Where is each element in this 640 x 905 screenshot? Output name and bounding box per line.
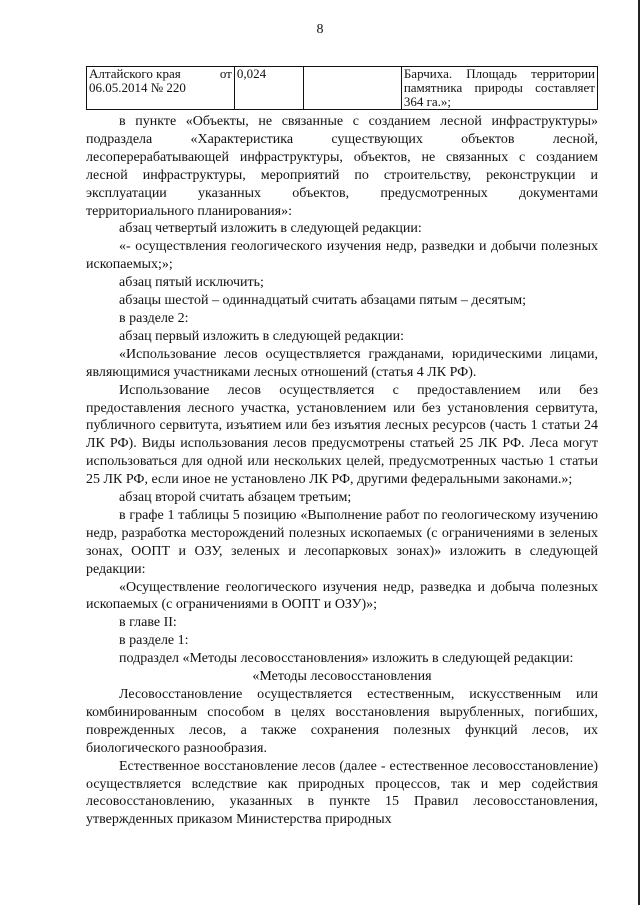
paragraph: в графе 1 таблицы 5 позицию «Выполнение работ по геологическому изучению недр, разработка месторождений полезных ископаемых (с ограничениями в зеленых зонах, ООПТ и ОЗУ, зеленых и лесопарковых зонах)» изложить в следующей редакции: [86, 507, 598, 577]
paragraph: абзац первый изложить в следующей редакции: [119, 328, 405, 344]
paragraph: в разделе 2: [119, 310, 189, 326]
paragraph: «- осуществления геологического изучения недр, разведки и добычи полезных ископаемых;»; [86, 239, 598, 273]
paragraph: Лесовосстановление осуществляется естественным, искусственным или комбинированным способом в целях восстановления вырубленных, погибших, поврежденных лесов, а также сохранения полезных функций лесов, их биологического разнообразия. [86, 687, 598, 756]
paragraph: абзац пятый исключить; [119, 275, 264, 291]
table-cell-document [87, 67, 235, 110]
continuation-table [86, 66, 598, 110]
table-row [87, 67, 598, 110]
paragraph: абзац второй считать абзацем третьим; [119, 490, 352, 506]
document-body [86, 113, 598, 829]
paragraph: «Осуществление геологического изучения недр, разведка и добыча полезных ископаемых (с ограничениями в ООПТ и ОЗУ)»; [86, 579, 598, 613]
table-cell-area: 0,024 [234, 67, 303, 110]
paragraph: абзац четвертый изложить в следующей редакции: [119, 221, 422, 237]
paragraph: «Использование лесов осуществляется гражданами, юридическими лицами, являющимися участниками лесных отношений (статья 4 ЛК РФ). [86, 346, 598, 380]
cell-text: 06.05.2014 № 220 [89, 80, 186, 95]
paragraph: в главе II: [119, 615, 177, 631]
paragraph: в разделе 1: [119, 633, 189, 649]
cell-text: от [219, 66, 232, 81]
paragraph: Естественное восстановление лесов (далее - естественное лесовосстановление) осуществляется вследствие как природных процессов, так и мер содействия лесовосстановлению, указанных в пункте 15 Правил лесовосстановления, утвержденных приказом Министерства природных [86, 758, 598, 828]
cell-text: Алтайского края [89, 66, 181, 81]
paragraph: подраздел «Методы лесовосстановления» изложить в следующей редакции: [119, 651, 574, 667]
paragraph: абзацы шестой – одиннадцатый считать абзацами пятым – десятым; [119, 293, 527, 309]
paragraph: Использование лесов осуществляется с предоставлением или без предоставления лесного участка, установлением или без установления сервитута, публичного сервитута, изъятием или без изъятия лесных ресурсов (часть 1 статьи 24 ЛК РФ). Виды использования лесов предусмотрены статьей 25 ЛК РФ. Леса могут использоваться для одной или нескольких целей, предусмотренных частью 1 статьи 25 ЛК РФ, если иное не установлено ЛК РФ, другими федеральными законами.»; [86, 382, 598, 488]
section-heading: «Методы лесовосстановления [252, 669, 432, 685]
page-number: 8 [316, 22, 324, 37]
table-cell-description: Барчиха. Площадь территории памятника природы составляет 364 га.»; [401, 67, 597, 110]
table-cell-empty [304, 67, 402, 110]
paragraph: в пункте «Объекты, не связанные с созданием лесной инфраструктуры» подраздела «Характеристика существующих объектов лесной, лесоперерабатывающей инфраструктуры, объектов, не связанных с созданием лесной инфраструктуры, мероприятий по строительству, реконструкции и эксплуатации указанных объектов, предусмотренных документами территориального планирования»: [86, 114, 598, 219]
